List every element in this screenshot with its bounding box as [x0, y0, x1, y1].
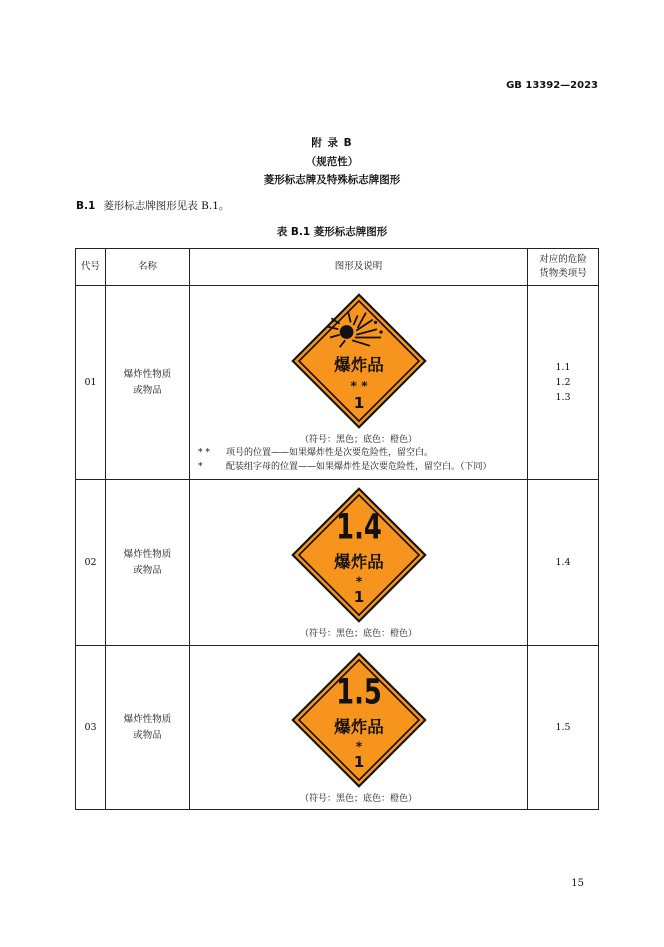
- row-name-line: 或物品: [133, 384, 162, 396]
- clause-b1: [76, 198, 229, 213]
- table-row: [76, 480, 599, 646]
- sign-class-digit: 1: [353, 752, 364, 771]
- sign-text: 爆炸品: [333, 355, 384, 375]
- table-caption: 表 B.1 菱形标志牌图形: [276, 226, 388, 238]
- sign-stars: *: [355, 573, 362, 589]
- row-classes: [528, 646, 599, 810]
- star-note: [198, 446, 527, 460]
- annex-subtitle: 菱形标志牌及特殊标志牌图形: [263, 174, 401, 186]
- class-item: 1.4: [555, 557, 571, 568]
- division-1-5-diamond-sign: [290, 651, 428, 789]
- symbol-note: （符号：黑色；底色：橙色）: [299, 434, 417, 445]
- header-class-line: 对应的危险: [539, 254, 587, 265]
- row-name-line: 或物品: [133, 729, 162, 741]
- class-item: 1.5: [555, 722, 571, 733]
- header-graphic: 图形及说明: [190, 249, 528, 286]
- table-header-row: [76, 249, 599, 286]
- row-name-line: 爆炸性物质: [123, 368, 172, 380]
- row-name-line: 爆炸性物质: [123, 713, 172, 725]
- header-class: [528, 249, 599, 286]
- row-classes: [528, 286, 599, 480]
- star-note-mark: * *: [198, 447, 210, 458]
- row-name: [106, 480, 190, 646]
- row-code: 01: [76, 286, 106, 480]
- header-class-line: 货物类项号: [539, 268, 587, 279]
- hazard-sign-table: [75, 248, 599, 810]
- row-code: 02: [76, 480, 106, 646]
- annex-note: （规范性）: [305, 156, 359, 168]
- page-number: 15: [571, 878, 584, 889]
- symbol-note: （符号：黑色；底色：橙色）: [299, 629, 417, 639]
- explosive-diamond-sign: [290, 292, 428, 430]
- star-notes: [190, 446, 527, 474]
- row-graphic: [190, 480, 528, 646]
- star-note: [198, 460, 527, 474]
- row-graphic: [190, 646, 528, 810]
- clause-text: 菱形标志牌图形见表 B.1。: [103, 200, 230, 212]
- star-note-mark: *: [198, 461, 203, 472]
- star-note-text: 配装组字母的位置——如果爆炸性是次要危险性，留空白。（下同）: [226, 461, 492, 472]
- sign-stars: * *: [349, 377, 368, 393]
- sign-stars: *: [355, 738, 362, 754]
- class-item: 1.3: [555, 392, 571, 403]
- division-1-4-diamond-sign: [290, 486, 428, 624]
- standard-number: GB 13392—2023: [506, 80, 598, 91]
- star-note-text: 项号的位置——如果爆炸性是次要危险性，留空白。: [226, 447, 434, 458]
- table-row: [76, 286, 599, 480]
- table-row: [76, 646, 599, 810]
- sign-number: 1.5: [335, 672, 382, 713]
- class-item: 1.2: [555, 377, 571, 388]
- row-classes: [528, 480, 599, 646]
- sign-number: 1.4: [335, 507, 382, 548]
- clause-number: B.1: [76, 200, 96, 212]
- sign-text: 爆炸品: [333, 552, 384, 572]
- class-item: 1.1: [555, 362, 571, 373]
- sign-class-digit: 1: [353, 587, 364, 606]
- sign-class-digit: 1: [353, 393, 364, 412]
- annex-title: 附 录 B: [311, 137, 353, 149]
- symbol-note: （符号：黑色；底色：橙色）: [299, 794, 417, 804]
- row-name: [106, 646, 190, 810]
- sign-text: 爆炸品: [333, 717, 384, 737]
- row-name-line: 爆炸性物质: [123, 548, 172, 560]
- header-name: 名称: [106, 249, 190, 286]
- row-code: 03: [76, 646, 106, 810]
- row-graphic: [190, 286, 528, 480]
- row-name-line: 或物品: [133, 564, 162, 576]
- header-code: 代号: [76, 249, 106, 286]
- row-name: [106, 286, 190, 480]
